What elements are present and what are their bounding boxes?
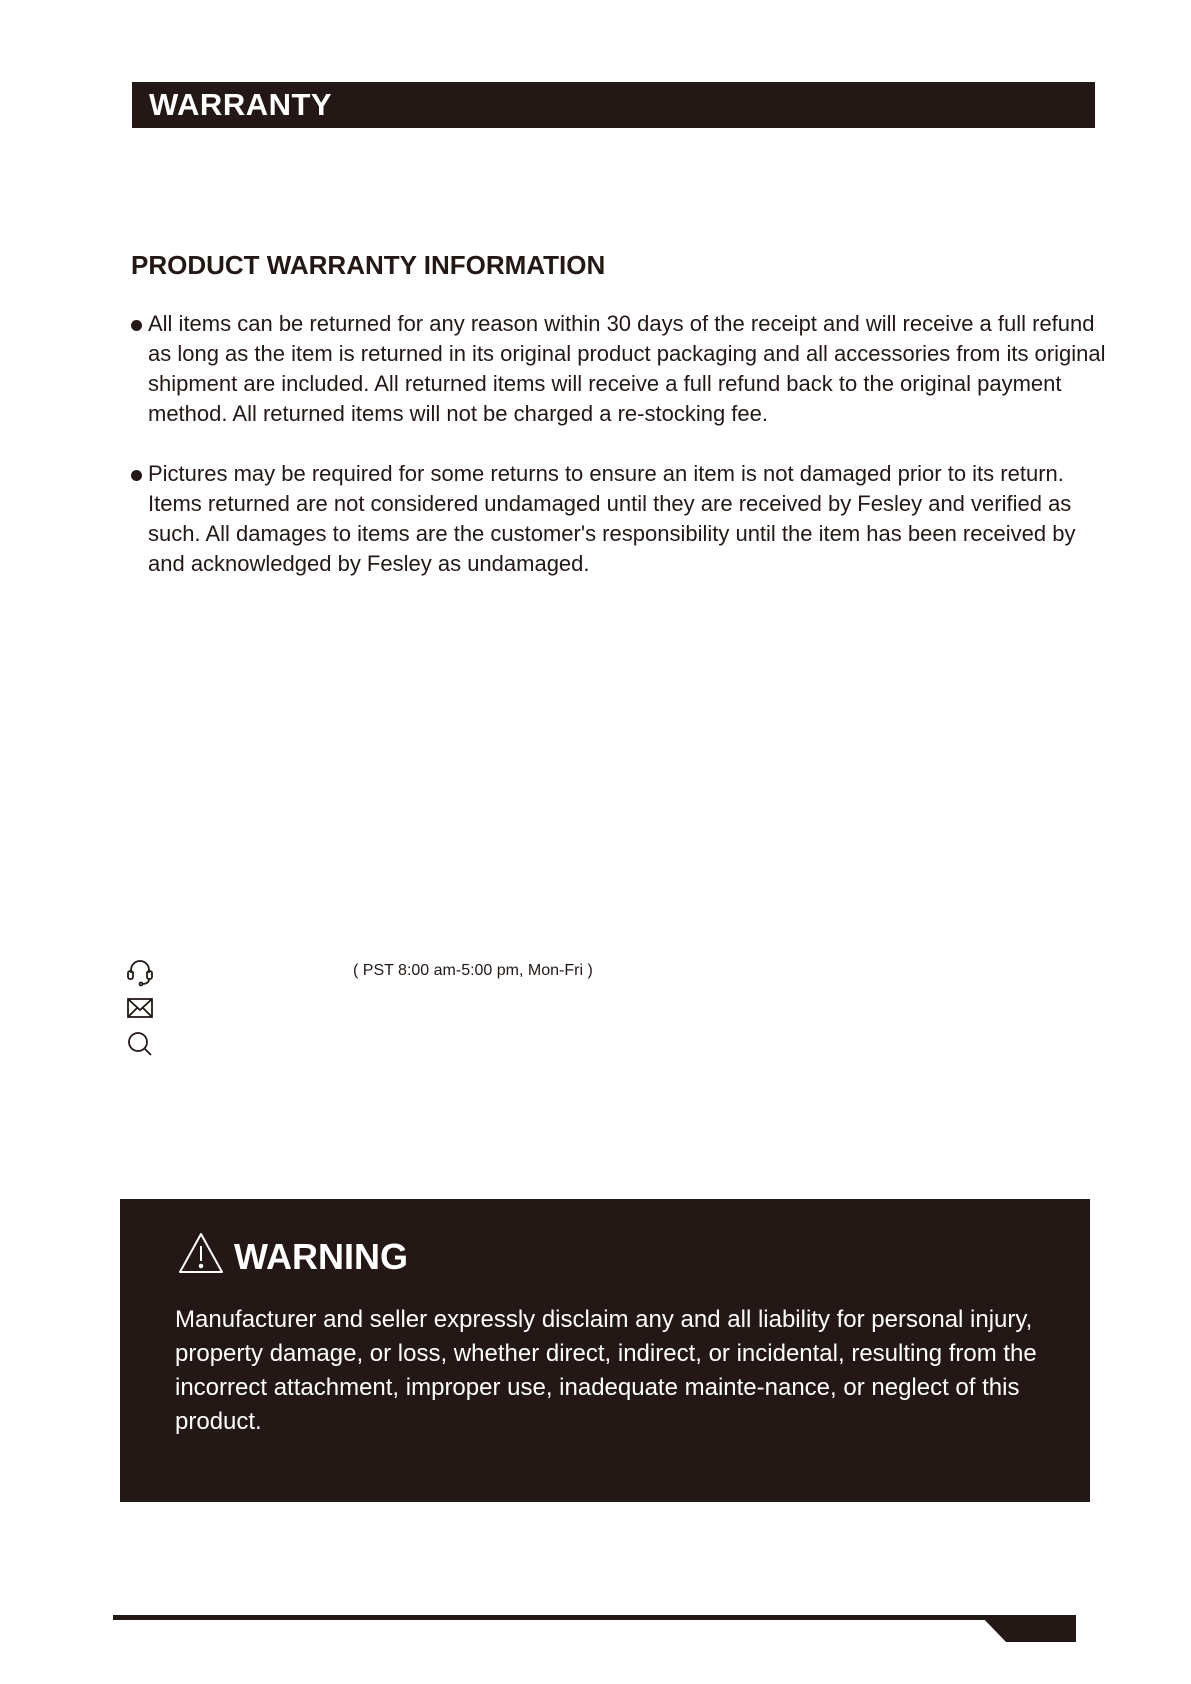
- page-title: WARRANTY: [149, 87, 333, 122]
- warning-box: [120, 1199, 1090, 1502]
- footer-rule: [113, 1615, 1076, 1620]
- contact-web-row: [125, 1029, 625, 1059]
- list-item: [131, 459, 1106, 579]
- search-icon: [125, 1029, 155, 1059]
- support-hours: ( PST 8:00 am-5:00 pm, Mon-Fri ): [353, 962, 593, 979]
- contact-email-row: [125, 993, 625, 1023]
- headset-icon: [125, 957, 155, 987]
- warning-text: Manufacturer and seller expressly disclaim any and all liability for personal injury, property damage, or loss, whether direct, indirect, or incidental, resulting from the incorrect attachment, improper use, inadequate mainte-nance, or neglect of this product.: [175, 1306, 1037, 1435]
- list-item-text: All items can be returned for any reason within 30 days of the receipt and will receive a full refund as long as the item is returned in its original product packaging and all accessories from its original shipment are included. All returned items will receive a full refund back to the original payment method. All returned items will not be charged a re-stocking fee.: [148, 311, 1106, 426]
- section-title: PRODUCT WARRANTY INFORMATION: [131, 250, 606, 280]
- warning-triangle-icon: [177, 1231, 225, 1275]
- list-item-text: Pictures may be required for some returns to ensure an item is not damaged prior to its return. Items returned are not considered undamaged until they are received by Fesley and verified as such. All damages to items are the customer's responsibility until the item has been received by and acknowledged by Fesley as undamaged.: [148, 461, 1076, 576]
- bullet-icon: [131, 470, 142, 481]
- warning-title: WARNING: [234, 1236, 408, 1277]
- contact-phone-row: [125, 957, 625, 987]
- footer-page-tab: [980, 1615, 1076, 1642]
- envelope-icon: [125, 993, 155, 1023]
- bullet-icon: [131, 320, 142, 331]
- list-item: [131, 309, 1106, 429]
- header-bar: [132, 82, 1095, 128]
